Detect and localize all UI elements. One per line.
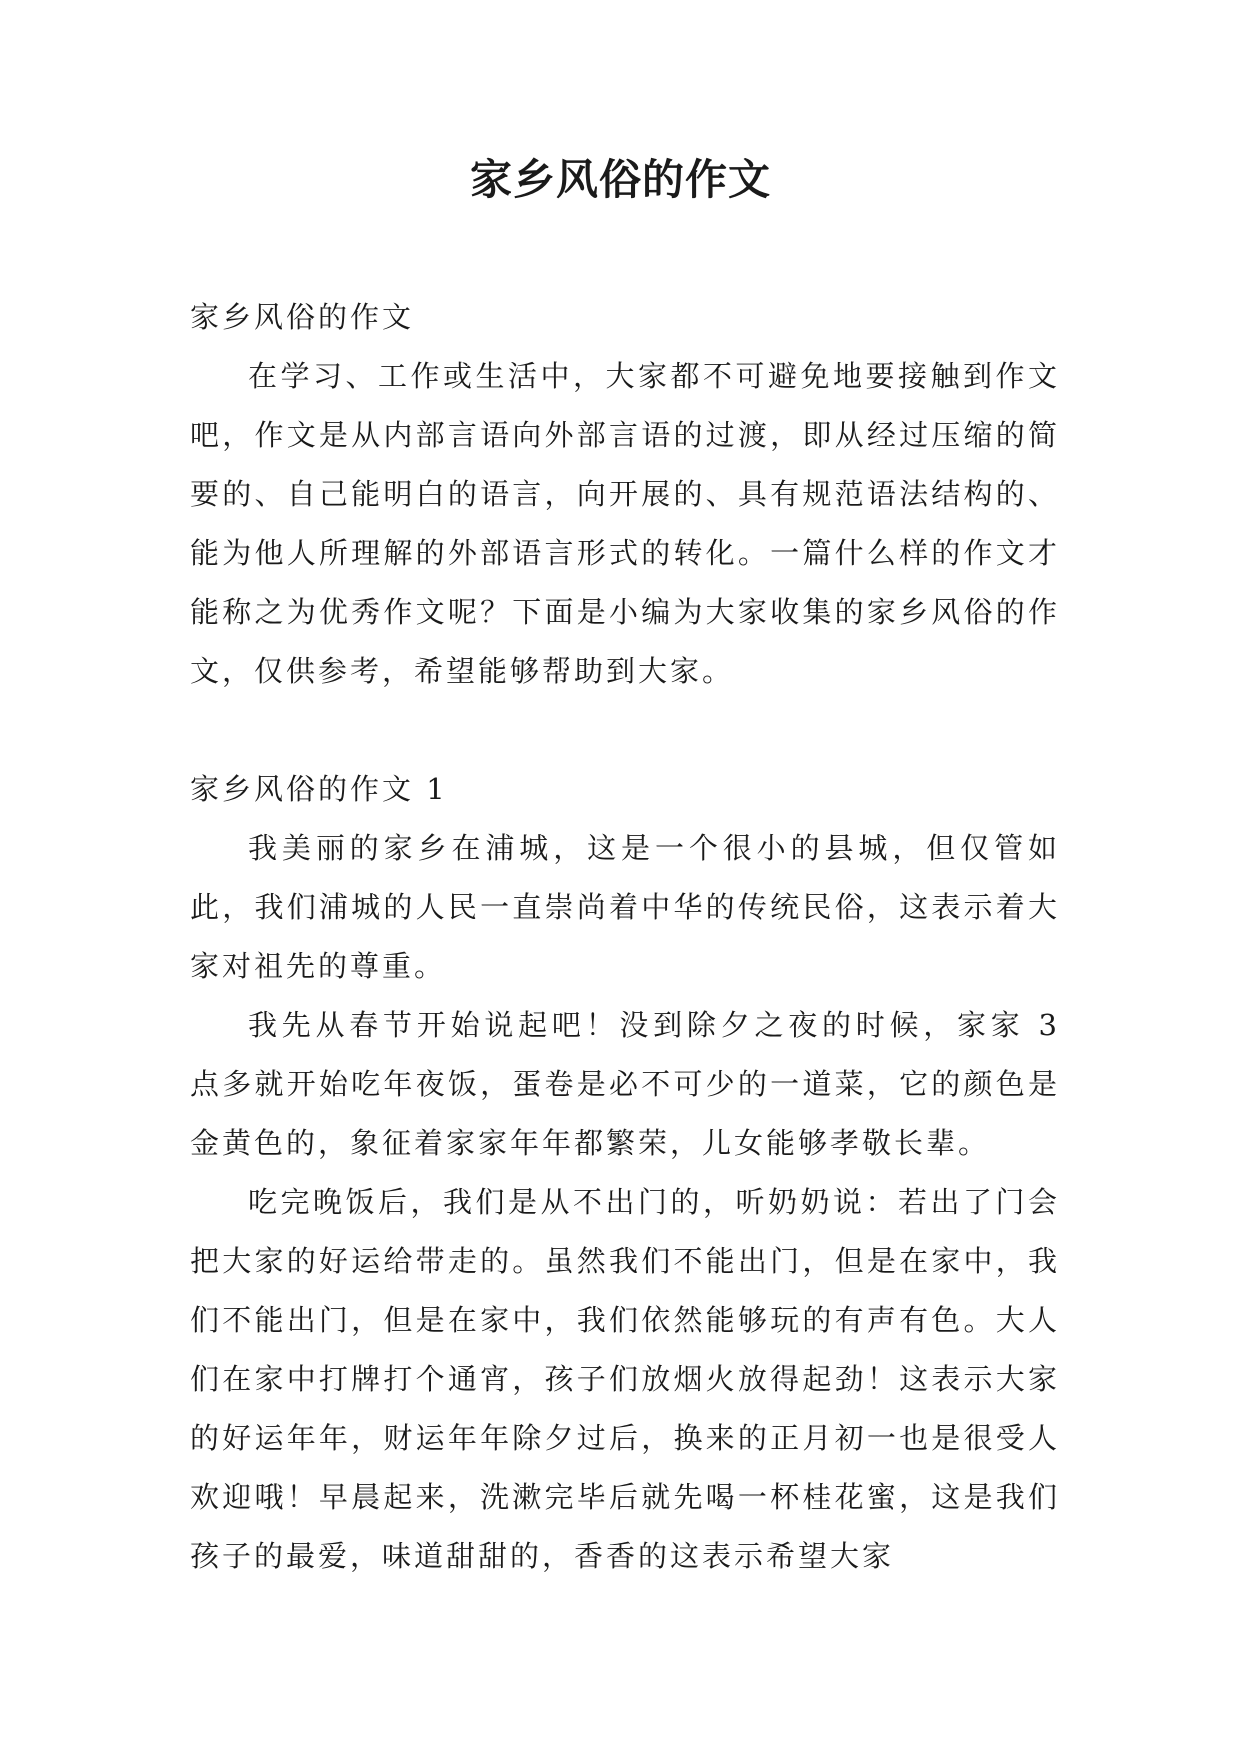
intro-paragraph: 在学习、工作或生活中，大家都不可避免地要接触到作文吧，作文是从内部言语向外部言语的过渡，即从经过压缩的简要的、自己能明白的语言，向开展的、具有规范语法结构的、能为他人所理解的外部语言形式的转化。一篇什么样的作文才能称之为优秀作文呢？下面是小编为大家收集的家乡风俗的作文，仅供参考，希望能够帮助到大家。 <box>190 359 1060 688</box>
intro-heading: 家乡风俗的作文 <box>190 300 415 334</box>
section1-heading: 家乡风俗的作文 1 <box>190 772 448 806</box>
section1-paragraph-2: 我先从春节开始说起吧！没到除夕之夜的时候，家家 3 点多就开始吃年夜饭，蛋卷是必不可少的一道菜，它的颜色是金黄色的，象征着家家年年都繁荣，儿女能够孝敬长辈。 <box>190 1008 1060 1160</box>
section1-paragraph-1: 我美丽的家乡在浦城，这是一个很小的县城，但仅管如此，我们浦城的人民一直崇尚着中华的传统民俗，这表示着大家对祖先的尊重。 <box>190 831 1060 983</box>
document-body <box>190 288 1060 1586</box>
section1-paragraph-3: 吃完晚饭后，我们是从不出门的，听奶奶说：若出了门会把大家的好运给带走的。虽然我们不能出门，但是在家中，我们不能出门，但是在家中，我们依然能够玩的有声有色。大人们在家中打牌打个通宵，孩子们放烟火放得起劲！这表示大家的好运年年，财运年年除夕过后，换来的正月初一也是很受人欢迎哦！早晨起来，洗漱完毕后就先喝一杯桂花蜜，这是我们孩子的最爱，味道甜甜的，香香的这表示希望大家 <box>190 1185 1060 1573</box>
document-title: 家乡风俗的作文 <box>469 155 771 204</box>
section-gap <box>190 701 1060 760</box>
